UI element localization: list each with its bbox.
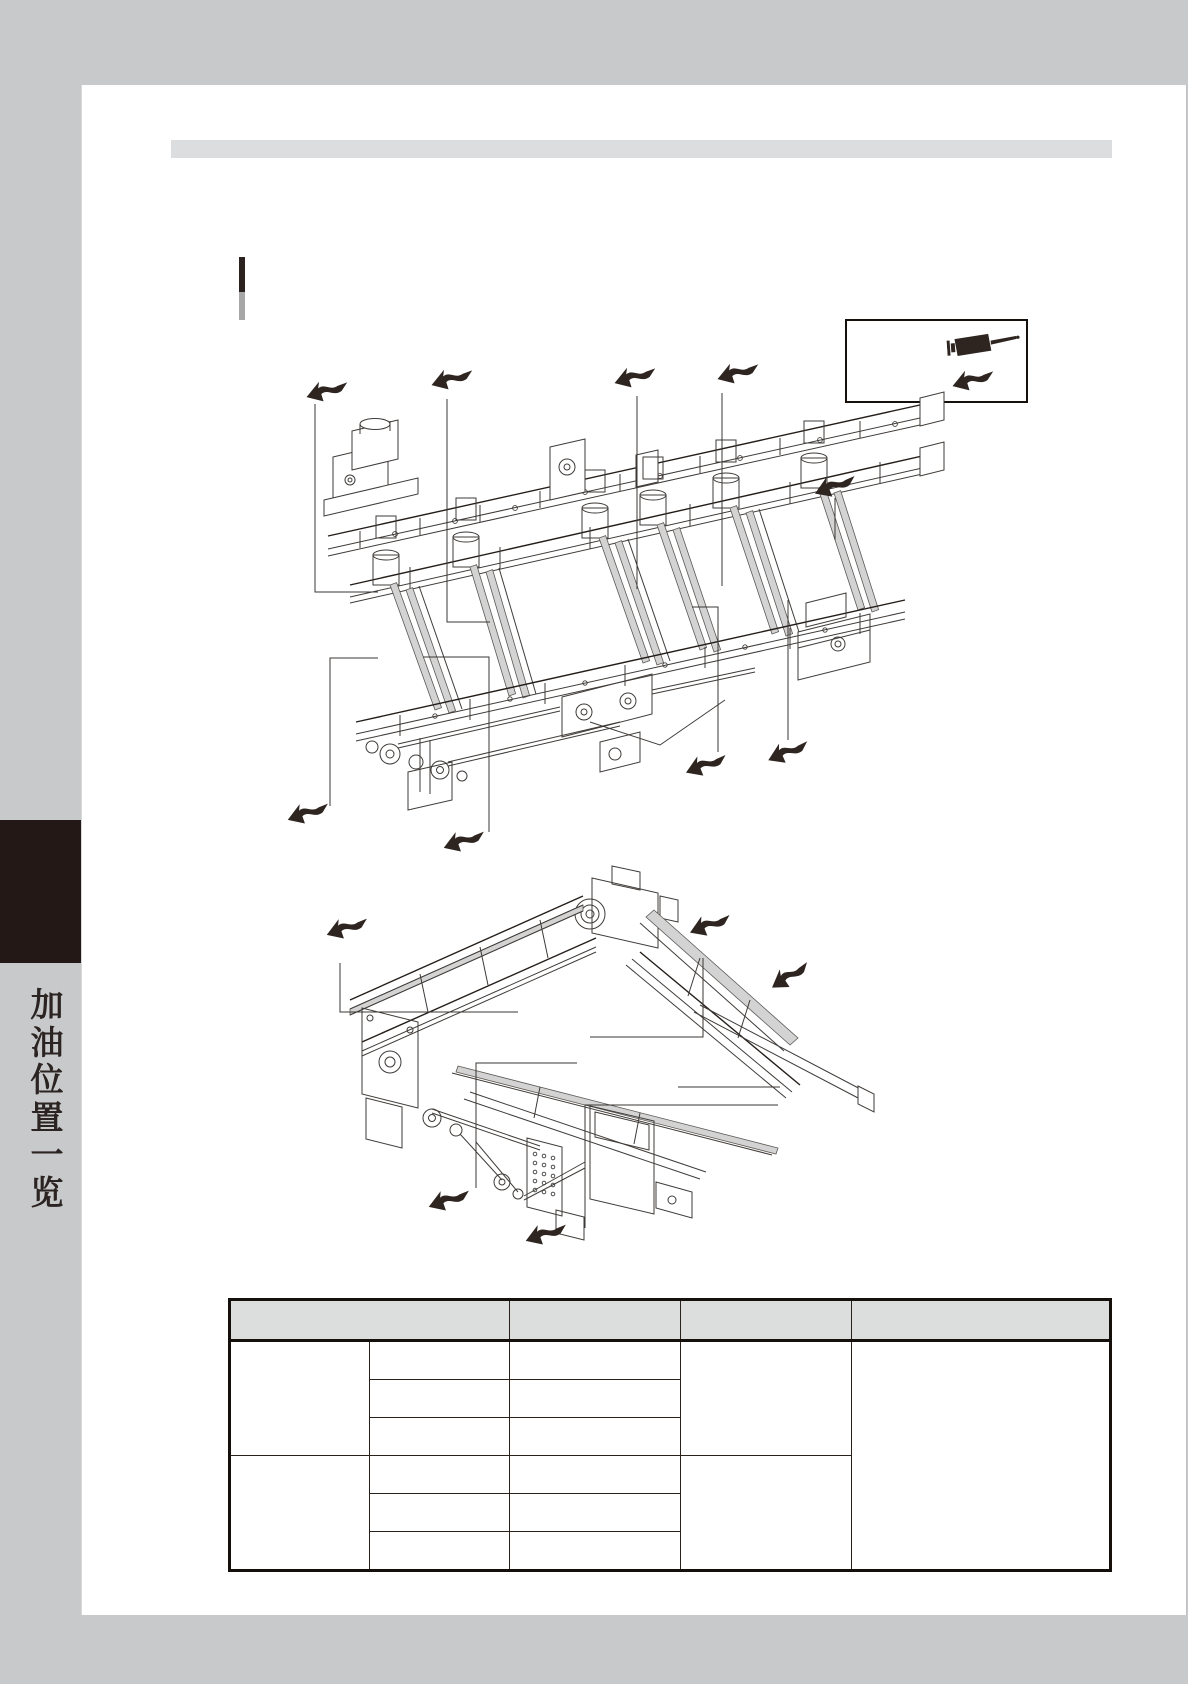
table-cell [681, 1341, 852, 1456]
sidebar-title-char: 一 [30, 1135, 64, 1174]
table-header-cell [681, 1300, 852, 1341]
table-cell [230, 1456, 370, 1571]
table-header-cell [852, 1300, 1111, 1341]
sidebar-title-char: 加 [30, 985, 64, 1024]
table-row [230, 1341, 1111, 1380]
section-marker-dark [239, 257, 245, 292]
table-cell [370, 1532, 510, 1571]
table-cell [510, 1456, 681, 1494]
drive-motor [575, 866, 678, 948]
table-cell [510, 1494, 681, 1532]
table-cell [230, 1341, 370, 1456]
table-cell [510, 1418, 681, 1456]
sidebar-title-char: 览 [30, 1172, 64, 1212]
carriage-cylinders [373, 421, 827, 585]
middle-rails [452, 1066, 778, 1179]
machine-illustration-top [290, 375, 950, 870]
table-cell [370, 1380, 510, 1418]
right-rails [626, 910, 874, 1112]
table-cell [681, 1456, 852, 1571]
grease-gun-icon [946, 328, 1026, 363]
table-cell [510, 1380, 681, 1418]
sidebar-title [26, 986, 68, 1211]
left-assembly [362, 1008, 540, 1150]
table-cell [370, 1456, 510, 1494]
table-header-row [230, 1300, 1111, 1341]
table-header-cell [230, 1300, 510, 1341]
table-cell [370, 1341, 510, 1380]
lubrication-table [228, 1298, 1112, 1572]
table-cell [510, 1341, 681, 1380]
support-post [636, 450, 658, 487]
table-cell [370, 1494, 510, 1532]
table-cell [852, 1341, 1111, 1571]
table-header-cell [510, 1300, 681, 1341]
gearbox [562, 668, 755, 772]
sidebar-title-char: 置 [30, 1097, 64, 1137]
section-marker [239, 257, 245, 320]
motor-cluster [324, 419, 418, 517]
section-title-band [171, 140, 1112, 158]
sidebar-chapter-tab [0, 820, 81, 963]
table-cell [370, 1418, 510, 1456]
sidebar-title-char: 位 [30, 1060, 64, 1099]
center-plate [460, 1134, 585, 1216]
sidebar-title-char: 油 [30, 1022, 64, 1062]
table-cell [510, 1532, 681, 1571]
section-marker-gray [239, 292, 245, 320]
left-rails [350, 896, 596, 1056]
machine-illustration-bottom [335, 855, 880, 1260]
pulley-cluster [366, 707, 620, 810]
